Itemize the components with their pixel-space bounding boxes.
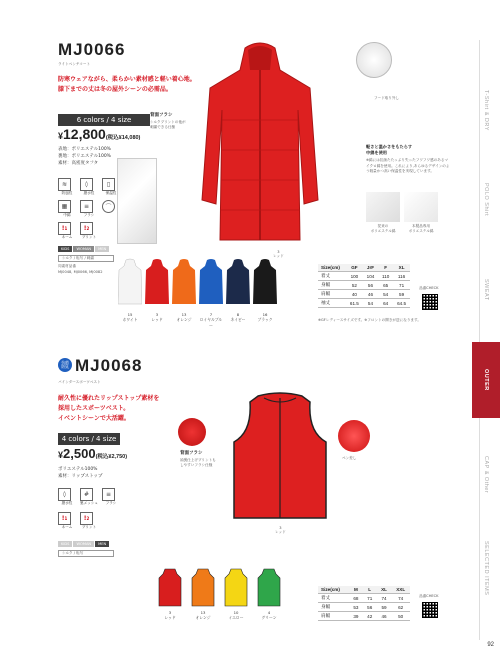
pen-label: ペン差し: [342, 456, 357, 460]
swatch-black: [253, 258, 277, 310]
catch-line-1: 耐久性に優れたリップストップ素材を: [58, 395, 160, 402]
table-row: 肩幅 40 46 54 59: [318, 290, 410, 299]
exclaim-icon: ! 2: [80, 512, 93, 525]
warning-icons-mj0066: ! 1 ネーム ! 2 プリント: [58, 222, 98, 240]
color-caption: 3 レッド: [151, 312, 163, 322]
color-caption: 15 ホワイト: [122, 312, 138, 322]
swatch-yellow: [224, 568, 248, 608]
brush-icon: ≡: [102, 488, 115, 501]
product-subtitle-mj0066: ライトベンチコート: [58, 62, 91, 66]
main-coat-image: [200, 40, 320, 250]
wind-icon: ≋: [58, 178, 71, 191]
color-caption: 13 オレンジ: [176, 312, 192, 322]
color-swatches-mj0066: [118, 258, 278, 310]
catch-line-2: 採用したスポーツベスト。: [58, 405, 130, 412]
swatch-orange: [172, 258, 196, 310]
tab-selected-items[interactable]: SELECTED ITEMS: [483, 540, 489, 596]
warmth-image-old: [366, 192, 400, 222]
padding-icon: ▦: [58, 200, 71, 213]
print-methods-mj0068: シルク / 転写: [58, 550, 114, 557]
table-row: 着丈 68 71 74 74: [318, 594, 410, 603]
warning-icons-mj0068: ! 1 ネーム ! 2 プリント: [58, 512, 98, 530]
feature-icons-mj0066: ≋ 防風性 ◊ 撥水性 ▯ 保温性: [58, 178, 120, 196]
mesh-icon: #: [80, 488, 93, 501]
size-table-mj0066: Size(cm) GF JrF F XL 着丈 100 104 110 116 身幅 52 56 65 71 肩幅 40 46 54 59 袖丈 61.5 54 64 64.5: [318, 264, 410, 308]
swatch-green: [257, 568, 281, 608]
table-row: 身幅 53 56 59 62: [318, 603, 410, 612]
table-row: 着丈 100 104 110 116: [318, 272, 410, 281]
thermometer-icon: ▯: [102, 178, 115, 191]
product-code-mj0066: MJ0066: [58, 40, 126, 59]
product-subtitle-mj0068: バインダースポーツベスト: [58, 380, 101, 384]
water-drop-icon: ◊: [80, 178, 93, 191]
table-row: 袖丈 61.5 54 64 64.5: [318, 299, 410, 308]
warmth-caption-new: 本製品専用 ポリエステル綿: [408, 224, 434, 233]
qr-code-mj0068[interactable]: [422, 602, 438, 618]
color-caption: 8 ネイビー: [230, 312, 246, 322]
feature-icons-mj0068: ◊ 撥水性 # 裏メッシュ ≡ フラシ: [58, 488, 120, 506]
color-caption: 7 ロイヤルブルー: [199, 312, 223, 328]
tag-woman: WOMAN: [73, 246, 94, 252]
page-number: 92: [487, 642, 494, 648]
qr-label-mj0068: 品番CHECK: [419, 594, 439, 598]
color-size-band-mj0068: 4 colors / 4 size: [58, 433, 120, 445]
detail-label-mj0068: 背面フラシ: [180, 451, 203, 456]
color-swatches-mj0068: [158, 568, 288, 612]
size-note-mj0066: ※GFレディースサイズです。※フロントの開きが逆になります。: [318, 318, 421, 322]
exclaim-icon: ! 2: [80, 222, 93, 235]
main-vest-image: [228, 392, 332, 522]
material-mj0066: 表地：ポリエステル100% 裏地：ポリエステル100% 素材：高密度タフタ: [58, 147, 111, 166]
tab-polo-shirt[interactable]: POLO Shirt: [483, 183, 489, 217]
tag-kids: KIDS: [58, 246, 72, 252]
related-codes: MJ0048, MJ0066, MJ0082: [58, 270, 103, 274]
warmth-caption-old: 従来の ポリエステル綿: [370, 224, 396, 233]
hood-label: フード取り外し: [374, 96, 400, 100]
catch-line-3: イベントシーンで大活躍。: [58, 415, 130, 422]
tab-outer[interactable]: OUTER: [472, 342, 500, 418]
swatch-white: [118, 258, 142, 310]
color-caption: 10 イエロー: [228, 610, 244, 620]
warmth-text: ※綿には抗菌たたっぷり失ったフワフワ感のあるマイクロ綿を使用。これにより,あらゆるデザインのよう軽量かつ高い保温性を実現しています。: [366, 158, 450, 173]
swatch-red: [145, 258, 169, 310]
swatch-navy: [226, 258, 250, 310]
color-size-band-mj0066: 6 colors / 4 size: [58, 114, 150, 126]
qr-label-mj0066: 品番CHECK: [419, 286, 439, 290]
table-row: 肩幅 39 42 46 50: [318, 612, 410, 621]
antibacterial-badge: 抗菌 防臭: [58, 358, 72, 372]
warmth-image-new: [404, 192, 438, 222]
print-methods-mj0066: シルク / 転写 / 刺繍: [58, 255, 114, 262]
tag-men: MEN: [95, 246, 109, 252]
back-detail-photo: [117, 158, 157, 244]
main-color-label-mj0068: 3 レッド: [275, 526, 286, 534]
target-tags-mj0068: [58, 541, 109, 547]
exclaim-icon: ! 1: [58, 512, 71, 525]
swatch-royal-blue: [199, 258, 223, 310]
catch-line-2: 膝下までの丈は冬の屋外シーンの必需品。: [58, 86, 172, 93]
tag-men: MEN: [95, 541, 109, 547]
exclaim-icon: ! 1: [58, 222, 71, 235]
water-drop-icon: ◊: [58, 488, 71, 501]
price-mj0066: ¥12,800(税込¥14,080): [58, 126, 141, 142]
hood-detail-photo: [356, 42, 392, 78]
feature-icons-row2-mj0066: ▦ 中綿 ≡ フラシ ⌒: [58, 200, 115, 218]
material-mj0068: ポリエステル100% 素材：リップストップ: [58, 467, 103, 479]
target-tags-mj0066: [58, 246, 109, 252]
tab-cap-other[interactable]: CAP & Other: [483, 456, 489, 494]
tag-kids: KIDS: [58, 541, 72, 547]
detail-text-mj0068: 袖裏仕上げプリントも しやすいフラシ仕様: [180, 458, 216, 467]
price-mj0068: ¥2,500(税込¥2,750): [58, 446, 128, 461]
color-caption: 3 レッド: [164, 610, 176, 620]
pen-holder-photo: [338, 420, 370, 452]
related-label: 同素材品番: [58, 264, 76, 268]
warmth-title: 軽さと温かさをもたらす 中綿を使用: [366, 144, 413, 155]
size-table-mj0068: Size(cm) M L XL XXL 着丈 68 71 74 74 身幅 53 56 59 62 肩幅 39 42 46 50: [318, 586, 410, 621]
tag-woman: WOMAN: [73, 541, 94, 547]
color-caption: 16 ブラック: [257, 312, 273, 322]
detail-text-mj0066: シルクプリントの他が 刺繍できる仕様: [150, 120, 186, 129]
washing-icon: ⌒: [102, 200, 115, 213]
catch-line-1: 防寒ウェアながら、柔らかい素材感と軽い着心地。: [58, 76, 196, 83]
detail-label-mj0066: 背面フラシ: [150, 113, 173, 118]
table-row: 身幅 52 56 65 71: [318, 281, 410, 290]
tab-sweat[interactable]: SWEAT: [483, 279, 489, 301]
color-caption: 13 オレンジ: [195, 610, 211, 620]
swatch-orange: [191, 568, 215, 608]
brush-icon: ≡: [80, 200, 93, 213]
tab-tshirt-dry[interactable]: T-Shirt & DRY: [483, 89, 489, 131]
main-color-label-mj0066: 3 レッド: [273, 250, 284, 258]
qr-code-mj0066[interactable]: [422, 294, 438, 310]
swatch-red: [158, 568, 182, 608]
product-code-mj0068: MJ0068: [75, 356, 143, 375]
color-caption: 4 グリーン: [261, 610, 277, 620]
back-detail-vest-photo: [178, 418, 206, 446]
